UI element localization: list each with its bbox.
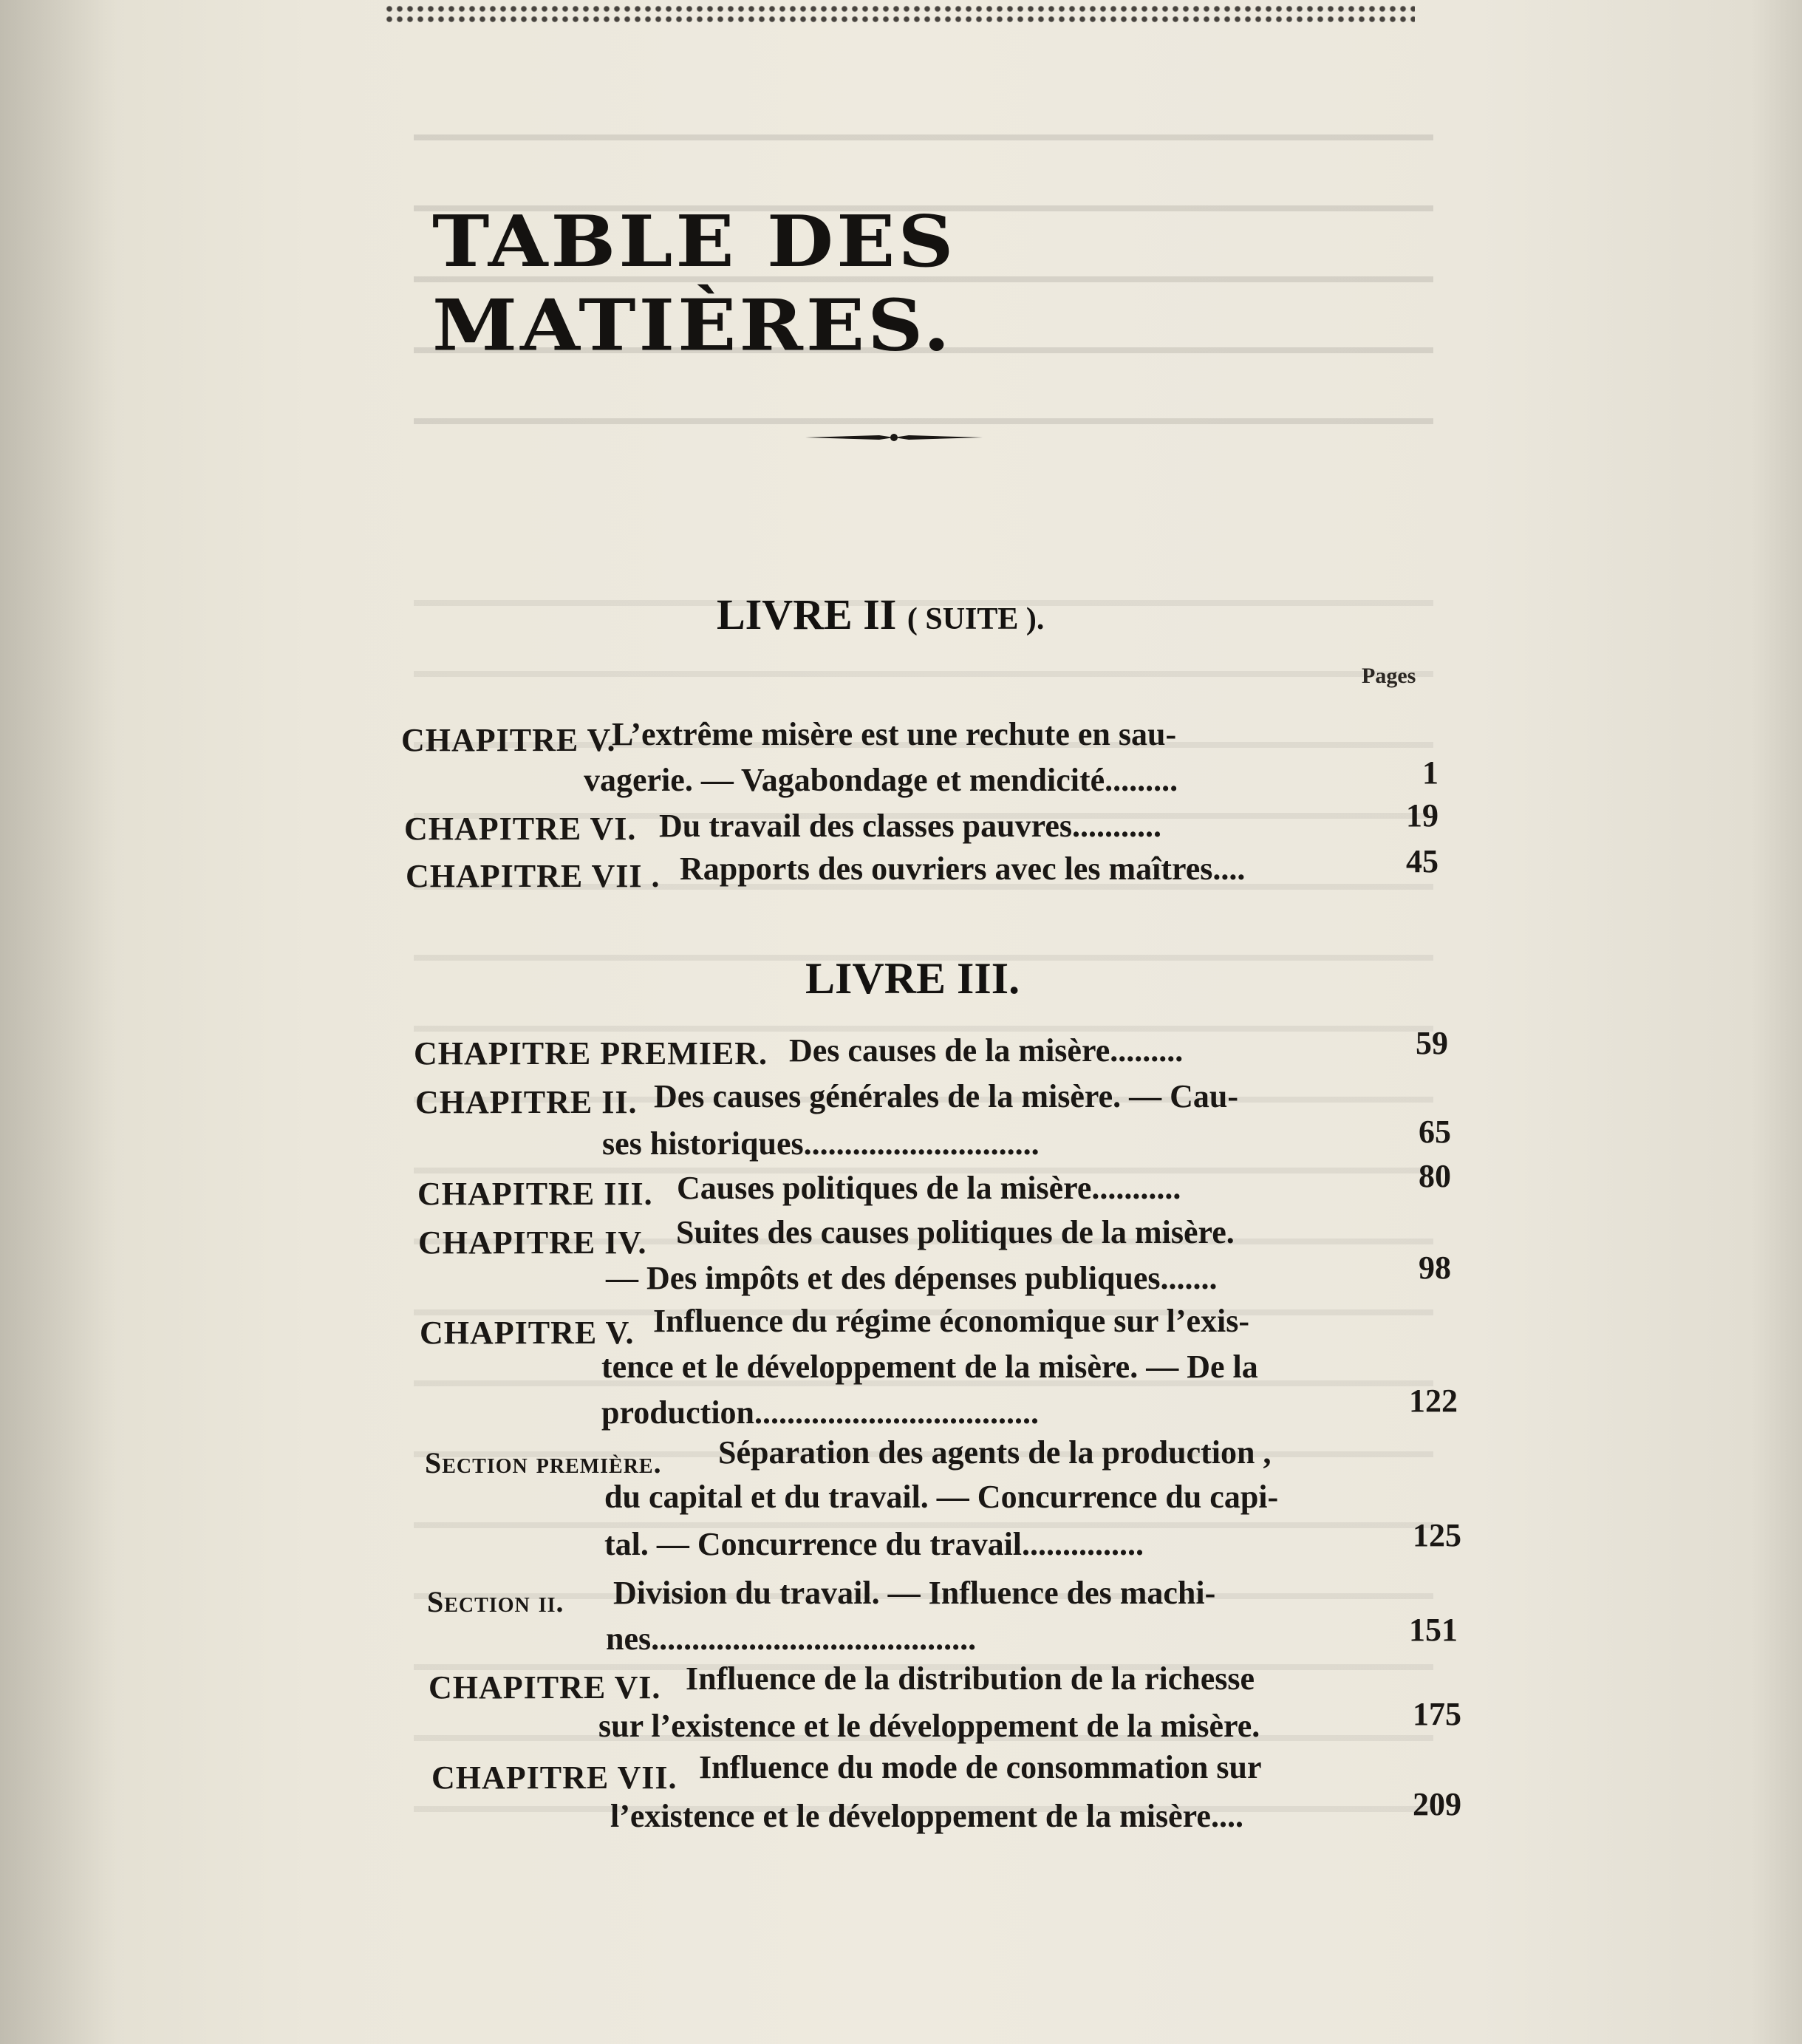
toc-entry-label: CHAPITRE PREMIER. [414,1035,768,1072]
toc-entry-title: tal. — Concurrence du travail............... [604,1526,1144,1562]
toc-entry-title: Rapports des ouvriers avec les maîtres.... [680,851,1246,887]
toc-entry-title: l’existence et le développement de la misère.... [610,1798,1243,1834]
toc-entry-title: production................................... [601,1394,1040,1431]
toc-entry-label: CHAPITRE VII. [431,1759,678,1796]
toc-entry-page: 1 [1422,754,1438,791]
toc-entry-label: CHAPITRE VI. [404,811,637,847]
toc-entry-label: CHAPITRE IV. [418,1224,647,1261]
toc-entry-label: CHAPITRE VI. [429,1669,661,1706]
toc-entry-page: 175 [1413,1696,1461,1732]
toc-entry-page: 80 [1419,1158,1451,1194]
toc-entry-title: Influence du mode de consommation sur [699,1749,1262,1785]
toc-entry-title: L’extrême misère est une rechute en sau- [612,716,1177,752]
toc-entry-title: Suites des causes politiques de la misère. [676,1214,1235,1250]
toc-entry-title: vagerie. — Vagabondage et mendicité......... [584,762,1178,798]
toc-entry-title: du capital et du travail. — Concurrence du capi- [604,1479,1279,1515]
toc-entry-page: 19 [1406,797,1438,834]
livre-ii-title: LIVRE II [717,590,897,638]
toc-entry-page: 125 [1413,1517,1461,1553]
toc-entry-title: Influence de la distribution de la richesse [686,1660,1255,1697]
toc-entry-title: nes........................................ [606,1621,977,1657]
toc-entry-page: 209 [1413,1786,1461,1822]
toc-entry-title: Causes politiques de la misère........... [677,1170,1181,1206]
toc-entry-label: CHAPITRE V. [420,1315,635,1351]
toc-entry-page: 122 [1409,1383,1458,1419]
decorative-border [384,0,1415,25]
toc-entry-title: Des causes générales de la misère. — Cau- [654,1078,1239,1114]
ornamental-divider [805,433,983,442]
livre-ii-suffix: ( SUITE ). [907,602,1045,636]
toc-entry-title: Du travail des classes pauvres........... [659,808,1161,844]
toc-entry-title: Influence du régime économique sur l’exis- [653,1303,1250,1339]
toc-entry-label: CHAPITRE II. [415,1084,638,1120]
toc-entry-title: ses historiques............................. [602,1125,1040,1162]
toc-entry-label: CHAPITRE III. [417,1176,653,1212]
toc-entry-page: 151 [1409,1612,1458,1648]
livre-iii-heading: LIVRE III. [805,954,1020,1003]
toc-entry-label: Section ii. [427,1585,564,1618]
toc-entry-title: — Des impôts et des dépenses publiques....... [606,1260,1218,1296]
toc-entry-title: Séparation des agents de la production , [718,1434,1272,1471]
toc-entry-title: tence et le développement de la misère. — De la [601,1349,1258,1385]
toc-entry-label: CHAPITRE VII . [406,858,661,894]
pages-column-label: Pages [1362,664,1416,688]
page-title: TABLE DES MATIÈRES. [432,200,957,367]
toc-entry-title: Division du travail. — Influence des machi- [613,1575,1216,1611]
toc-entry-label: Section première. [425,1446,662,1479]
toc-entry-page: 65 [1419,1114,1451,1150]
toc-entry-page: 98 [1419,1250,1451,1286]
livre-ii-heading [717,590,1044,639]
page-gutter-shadow [0,0,118,2044]
toc-entry-title: sur l’existence et le développement de la misère. [598,1708,1260,1744]
toc-entry-label: CHAPITRE V. [401,722,616,758]
toc-entry-page: 59 [1416,1025,1448,1061]
toc-entry-title: Des causes de la misère......... [789,1032,1184,1069]
toc-entry-page: 45 [1406,843,1438,879]
